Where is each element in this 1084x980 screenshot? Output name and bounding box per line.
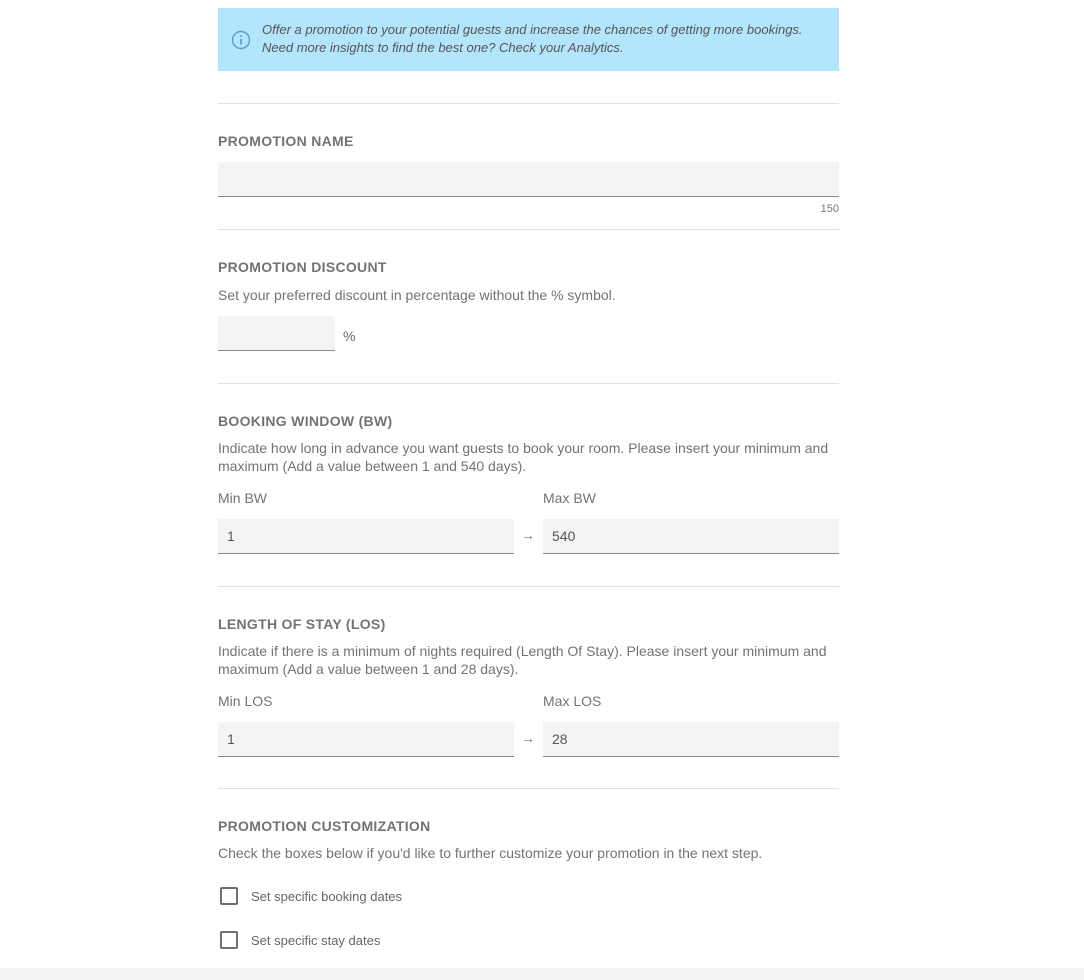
max-bw-input[interactable] (543, 519, 839, 554)
char-limit-counter: 150 (820, 203, 839, 215)
section-divider (218, 788, 839, 789)
max-bw-label: Max BW (543, 490, 596, 506)
booking-window-title: BOOKING WINDOW (BW) (218, 413, 393, 429)
arrow-right-icon: → (521, 527, 535, 543)
section-divider (218, 103, 839, 104)
min-bw-input[interactable] (218, 519, 514, 554)
promotion-discount-title: PROMOTION DISCOUNT (218, 259, 387, 275)
section-divider (218, 383, 839, 384)
booking-dates-label: Set specific booking dates (251, 888, 403, 904)
length-of-stay-title: LENGTH OF STAY (LOS) (218, 616, 386, 632)
arrow-right-icon: → (521, 730, 535, 746)
promotion-name-title: PROMOTION NAME (218, 133, 354, 149)
min-los-input[interactable] (218, 722, 514, 757)
booking-dates-option[interactable] (220, 887, 402, 905)
promotion-customization-title: PROMOTION CUSTOMIZATION (218, 818, 431, 834)
booking-window-description: Indicate how long in advance you want guests to book your room. Please insert your minimum and maximum (Add a value between 1 and 540 days). (218, 440, 829, 474)
min-bw-label: Min BW (218, 490, 267, 506)
info-banner-text: Offer a promotion to your potential guests and increase the chances of getting more bookings. Need more insights to find the best one? Check your Analytics. (262, 22, 803, 55)
stay-dates-option[interactable] (220, 931, 380, 949)
max-los-label: Max LOS (543, 693, 602, 709)
promotion-name-input[interactable] (218, 162, 839, 197)
footer-bar (0, 968, 1084, 980)
promotion-discount-description: Set your preferred discount in percentage without the % symbol. (218, 287, 616, 303)
stay-dates-label: Set specific stay dates (251, 932, 381, 948)
percent-unit: % (343, 328, 356, 344)
length-of-stay-description: Indicate if there is a minimum of nights required (Length Of Stay). Please insert your minimum and maximum (Add a value between 1 and 28 days). (218, 643, 827, 677)
booking-dates-checkbox[interactable] (220, 887, 238, 905)
section-divider (218, 586, 839, 587)
max-los-input[interactable] (543, 722, 839, 757)
promotion-customization-description: Check the boxes below if you'd like to further customize your promotion in the next step. (218, 845, 763, 861)
promotion-discount-input[interactable] (218, 316, 335, 351)
info-icon (231, 30, 251, 50)
section-divider (218, 229, 839, 230)
stay-dates-checkbox[interactable] (220, 931, 238, 949)
info-banner (218, 8, 839, 71)
min-los-label: Min LOS (218, 693, 273, 709)
